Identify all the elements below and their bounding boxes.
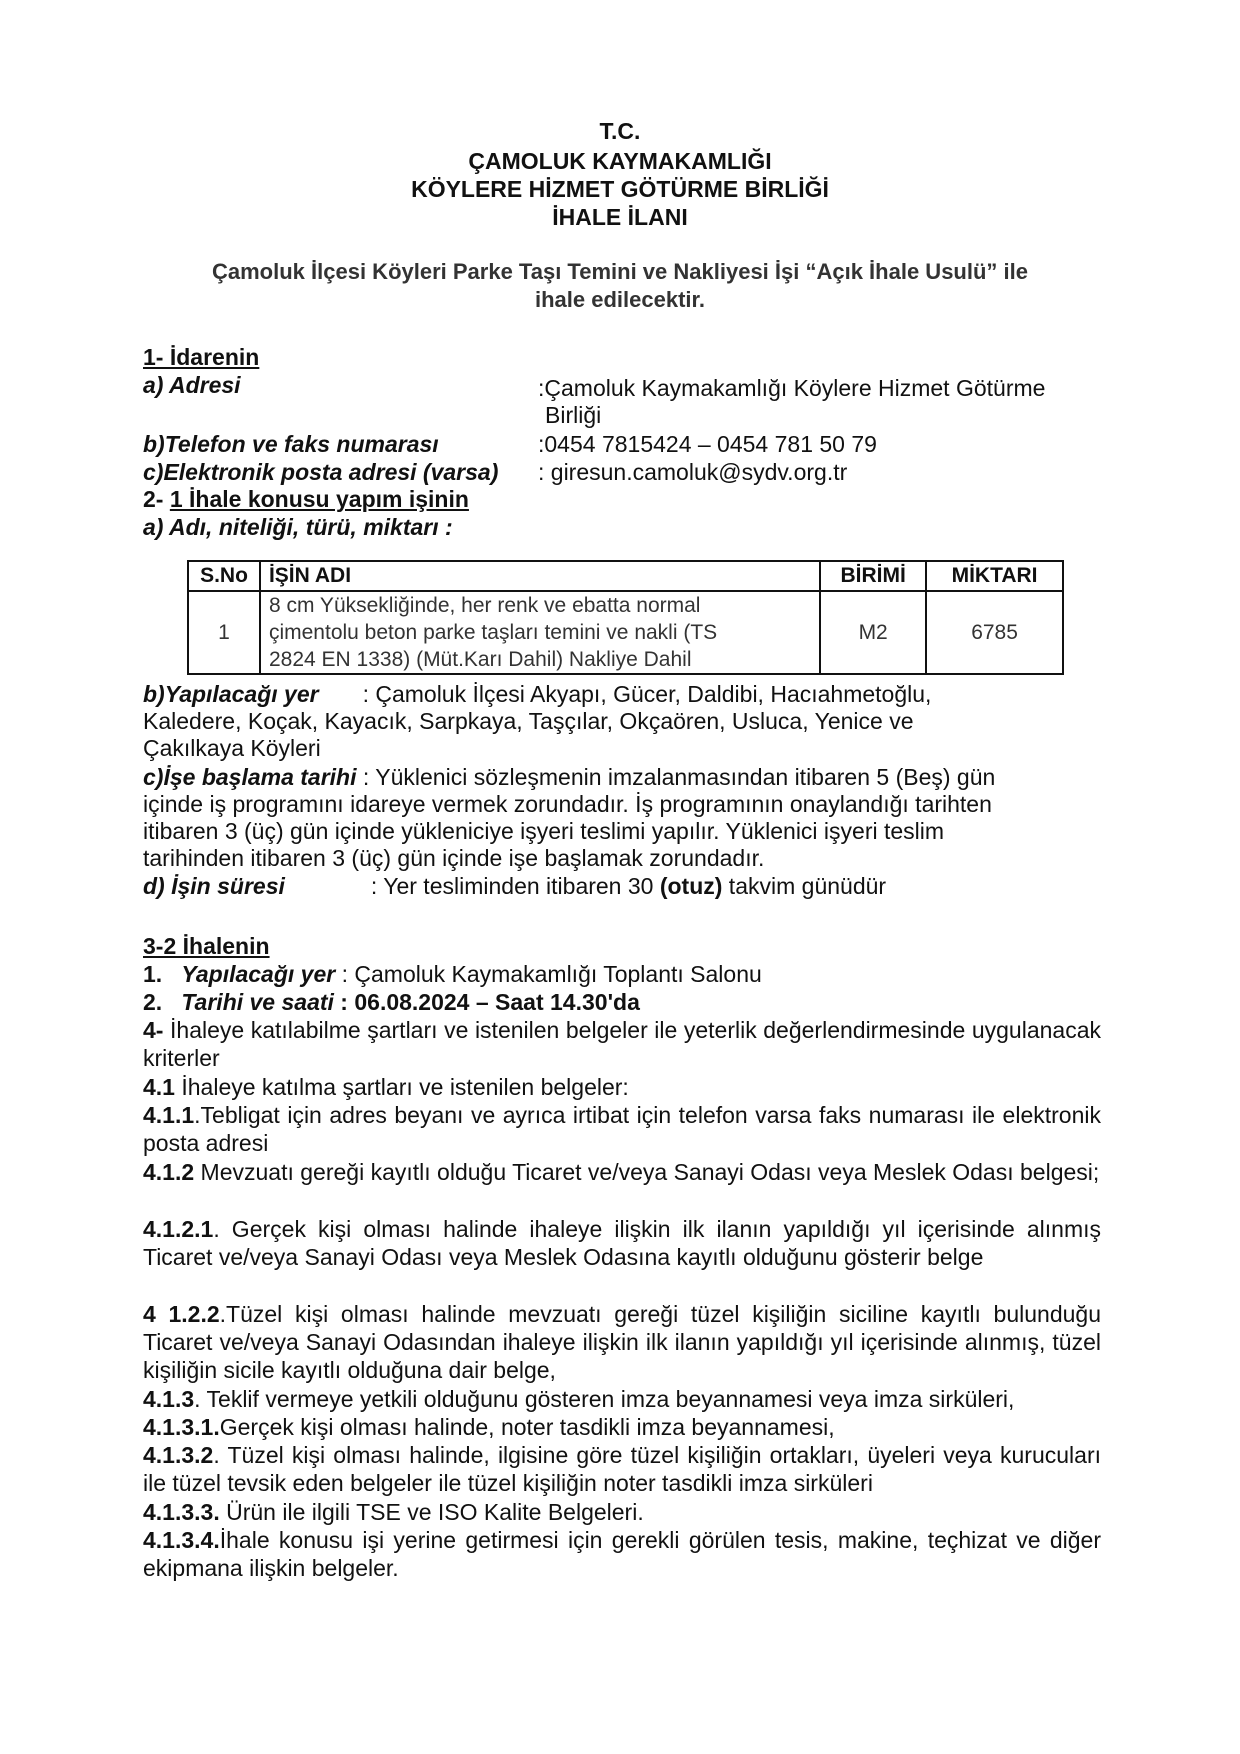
clause-4-1-2-1-text: . Gerçek kişi olması halinde ihaleye ilişkin ilk ilanın yapıldığı yıl içerisinde alınmış Ticaret ve/veya Sanayi Odası veya Meslek Odasına kayıtlı olduğunu gösterir belge	[143, 1216, 1101, 1270]
start-date-line-4: tarihinden itibaren 3 (üç) gün içinde işe başlamak zorundadır.	[143, 845, 765, 871]
works-table	[187, 560, 1064, 675]
work-place-line-3: Çakılkaya Köyleri	[143, 735, 321, 761]
clause-4-1-3-3-text: Ürün ile ilgili TSE ve ISO Kalite Belgeleri.	[219, 1499, 644, 1525]
work-description-line-2: çimentolu beton parke taşları temini ve nakli (TS	[268, 621, 718, 644]
tender-date-line	[143, 988, 640, 1016]
clause-4-1-3-4	[143, 1526, 1101, 1582]
intro-line-1: Çamoluk İlçesi Köyleri Parke Taşı Temini ve Nakliyesi İşi “Açık İhale Usulü” ile	[212, 259, 1028, 284]
section-2-heading	[143, 485, 469, 513]
work-place-line-1	[143, 680, 931, 708]
duration-label: d) İşin süresi	[143, 873, 285, 899]
tender-date-label: Tarihi ve saati	[181, 989, 334, 1015]
clause-4-1-3-1	[143, 1413, 1101, 1441]
clause-4-1-3-num: 4.1.3	[143, 1386, 195, 1412]
table-row	[188, 591, 1063, 674]
clause-4-1-2-1-num: 4.1.2.1	[143, 1216, 214, 1242]
clause-4-1-3-4-num: 4.1.3.4.	[143, 1527, 220, 1553]
tender-place-line	[143, 960, 762, 988]
clause-4-1-2-1	[143, 1215, 1101, 1271]
work-description-line-1: 8 cm Yüksekliğinde, her renk ve ebatta normal	[268, 594, 701, 617]
section-2-heading-prefix: 2-	[143, 486, 170, 512]
work-name-label: a) Adı, niteliği, türü, miktarı :	[143, 514, 453, 540]
clause-4-1-3-text: . Teklif vermeye yetkili olduğunu gösteren imza beyannamesi veya imza sirküleri,	[194, 1386, 1015, 1412]
clause-4-1-3-1-num: 4.1.3.1.	[143, 1414, 220, 1440]
clause-4-1-2-text: Mevzuatı gereği kayıtlı olduğu Ticaret ve/veya Sanayi Odası veya Meslek Odası belgesi;	[194, 1159, 1100, 1185]
section-4-text: İhaleye katılabilme şartları ve istenilen belgeler ile yeterlik değerlendirmesinde uygulanacak kriterler	[143, 1017, 1101, 1071]
section-4-num: 4-	[143, 1017, 164, 1043]
tender-place-label: Yapılacağı yer	[181, 961, 336, 987]
start-date-line-3: itibaren 3 (üç) gün içinde yükleniciye işyeri teslimi yapılır. Yüklenici işyeri teslim	[143, 818, 945, 844]
work-place-label: b)Yapılacağı yer	[143, 681, 319, 707]
clause-4-1-3	[143, 1385, 1101, 1413]
works-table-header-row	[188, 561, 1063, 591]
address-value-line-2: Birliği	[545, 402, 602, 428]
intro-line-2: ihale edilecektir.	[535, 287, 705, 312]
header-line-ilan: İHALE İLANI	[552, 204, 688, 230]
tender-place-num: 1.	[143, 961, 163, 987]
start-date-line-1	[143, 763, 995, 791]
clause-4-1-num: 4.1	[143, 1074, 175, 1100]
clause-4-1-2-num: 4.1.2	[143, 1159, 195, 1185]
header-line-kaymakamlik: ÇAMOLUK KAYMAKAMLIĞI	[468, 148, 772, 174]
section-2-heading-title: 1 İhale konusu yapım işinin	[169, 486, 469, 512]
clause-4-1-3-4-text: İhale konusu işi yerine getirmesi için gerekli görülen tesis, makine, teçhizat ve diğer ekipmana ilişkin belgeler.	[143, 1527, 1101, 1581]
tender-date-value: : 06.08.2024 – Saat 14.30'da	[333, 989, 640, 1015]
work-description-line-3: 2824 EN 1338) (Müt.Karı Dahil) Nakliye Dahil	[268, 648, 692, 671]
clause-4-1-3-2-num: 4.1.3.2	[143, 1442, 214, 1468]
email-value: : giresun.camoluk@sydv.org.tr	[538, 459, 848, 485]
work-place-line-2: Kaledere, Koçak, Kayacık, Sarpkaya, Taşçılar, Okçaören, Usluca, Yenice ve	[143, 708, 914, 734]
clause-4-1-1-num: 4.1.1	[143, 1102, 195, 1128]
clause-4-1-3-1-text: Gerçek kişi olması halinde, noter tasdikli imza beyannamesi,	[219, 1414, 835, 1440]
col-header-quantity: MİKTARI	[926, 561, 1063, 591]
clause-4-1-2-2-text: .Tüzel kişi olması halinde mevzuatı gereği tüzel kişiliğin siciline kayıtlı bulunduğu Ticaret ve/veya Sanayi Odasından ihaleye ilişkin ilk ilanın yapıldığı yıl içerisinde alınmış, tüzel kişiliğin sicile kayıtlı olduğuna dair belge,	[143, 1301, 1101, 1383]
clause-4-1-2-2-num: 4 1.2.2	[143, 1301, 220, 1327]
clause-4-1-2-2	[143, 1300, 1101, 1384]
phone-value: :0454 7815424 – 0454 781 50 79	[538, 431, 877, 457]
clause-4-1-3-2	[143, 1441, 1101, 1497]
header-line-tc: T.C.	[599, 118, 641, 144]
col-header-sno: S.No	[188, 561, 260, 591]
start-date-value: : Yüklenici sözleşmenin imzalanmasından itibaren 5 (Beş) gün	[356, 764, 996, 790]
start-date-label: c)İşe başlama tarihi	[143, 764, 357, 790]
duration-value-pre: : Yer tesliminden itibaren 30	[370, 873, 660, 899]
clause-4-1-3-3-num: 4.1.3.3.	[143, 1499, 220, 1525]
tender-date-num: 2.	[143, 989, 163, 1015]
clause-4-1	[143, 1073, 1101, 1101]
clause-4-1-1-text: .Tebligat için adres beyanı ve ayrıca irtibat için telefon varsa faks numarası ile elektronik posta adresi	[143, 1102, 1101, 1156]
section-3-heading: 3-2 İhalenin	[143, 933, 270, 959]
duration-value-post: takvim günüdür	[722, 873, 887, 899]
address-value-line-1: :Çamoluk Kaymakamlığı Köylere Hizmet Götürme	[538, 375, 1046, 401]
duration-value-bold: (otuz)	[659, 873, 723, 899]
cell-quantity: 6785	[926, 591, 1063, 674]
address-label: a) Adresi	[143, 372, 241, 398]
clause-4-1-3-3	[143, 1498, 1101, 1526]
phone-label: b)Telefon ve faks numarası	[143, 431, 439, 457]
section-1-heading: 1- İdarenin	[143, 344, 260, 370]
cell-sno: 1	[188, 591, 260, 674]
section-4-heading	[143, 1016, 1101, 1072]
duration-line	[143, 872, 886, 900]
clause-4-1-2	[143, 1158, 1101, 1186]
col-header-unit: BİRİMİ	[820, 561, 926, 591]
clause-4-1-text: İhaleye katılma şartları ve istenilen belgeler:	[174, 1074, 629, 1100]
cell-unit: M2	[820, 591, 926, 674]
start-date-line-2: içinde iş programını idareye vermek zorundadır. İş programının onaylandığı tarihten	[143, 791, 992, 817]
clause-4-1-1	[143, 1101, 1101, 1157]
col-header-work-name: İŞİN ADI	[260, 561, 820, 591]
work-place-value: : Çamoluk İlçesi Akyapı, Gücer, Daldibi, Hacıahmetoğlu,	[362, 681, 932, 707]
email-label: c)Elektronik posta adresi (varsa)	[143, 459, 499, 485]
header-line-birlik: KÖYLERE HİZMET GÖTÜRME BİRLİĞİ	[411, 176, 829, 202]
tender-place-value: : Çamoluk Kaymakamlığı Toplantı Salonu	[341, 961, 762, 987]
cell-work-description	[260, 591, 820, 674]
clause-4-1-3-2-text: . Tüzel kişi olması halinde, ilgisine göre tüzel kişiliğin ortakları, üyeleri veya kurucuları ile tüzel tevsik eden belgeler ile tüzel kişiliğin noter tasdikli imza sirküleri	[143, 1442, 1101, 1496]
